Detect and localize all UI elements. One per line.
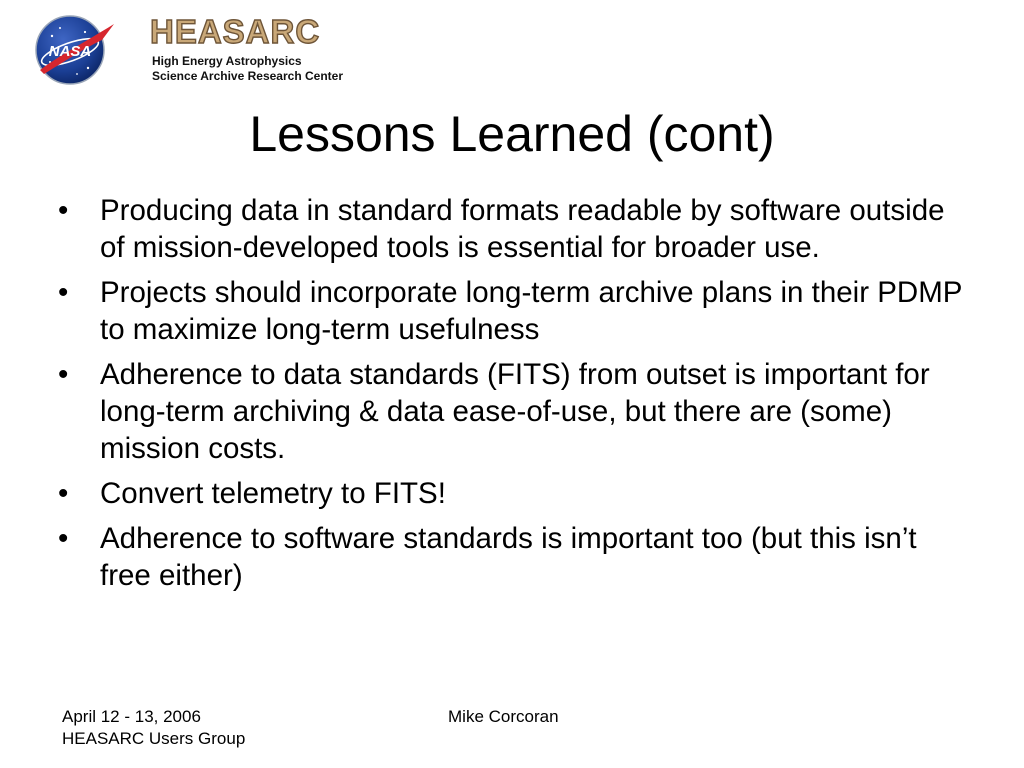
bullet-text: Adherence to data standards (FITS) from outset is important for long-term archiving & data ease-of-use, but there are (some) mission costs. bbox=[100, 358, 930, 465]
bullet-list bbox=[58, 192, 968, 602]
bullet-item bbox=[58, 356, 968, 467]
bullet-marker: • bbox=[58, 477, 69, 510]
bullet-marker: • bbox=[58, 194, 69, 227]
footer-left bbox=[62, 706, 245, 750]
bullet-text: Adherence to software standards is important too (but this isn’t free either) bbox=[100, 522, 917, 592]
heasarc-logo bbox=[150, 14, 380, 84]
bullet-text: Projects should incorporate long-term archive plans in their PDMP to maximize long-term usefulness bbox=[100, 276, 962, 346]
bullet-text: Convert telemetry to FITS! bbox=[100, 477, 446, 510]
nasa-logo bbox=[30, 10, 118, 86]
footer-presenter: Mike Corcoran bbox=[448, 707, 559, 726]
heasarc-wordmark: HEASARC bbox=[150, 13, 321, 50]
footer-event: HEASARC Users Group bbox=[62, 729, 246, 748]
footer-date: April 12 - 13, 2006 bbox=[62, 707, 201, 726]
bullet-item bbox=[58, 520, 968, 594]
nasa-logo-text: NASA bbox=[48, 43, 92, 60]
slide-title: Lessons Learned (cont) bbox=[249, 106, 775, 162]
bullet-marker: • bbox=[58, 276, 69, 309]
heasarc-subtitle-line2: Science Archive Research Center bbox=[152, 69, 343, 83]
bullet-item bbox=[58, 475, 968, 512]
bullet-marker: • bbox=[58, 522, 69, 555]
heasarc-subtitle-line1: High Energy Astrophysics bbox=[152, 54, 302, 68]
bullet-text: Producing data in standard formats readable by software outside of mission-developed tools is essential for broader use. bbox=[100, 194, 945, 264]
bullet-item bbox=[58, 192, 968, 266]
bullet-marker: • bbox=[58, 358, 69, 391]
bullet-item bbox=[58, 274, 968, 348]
